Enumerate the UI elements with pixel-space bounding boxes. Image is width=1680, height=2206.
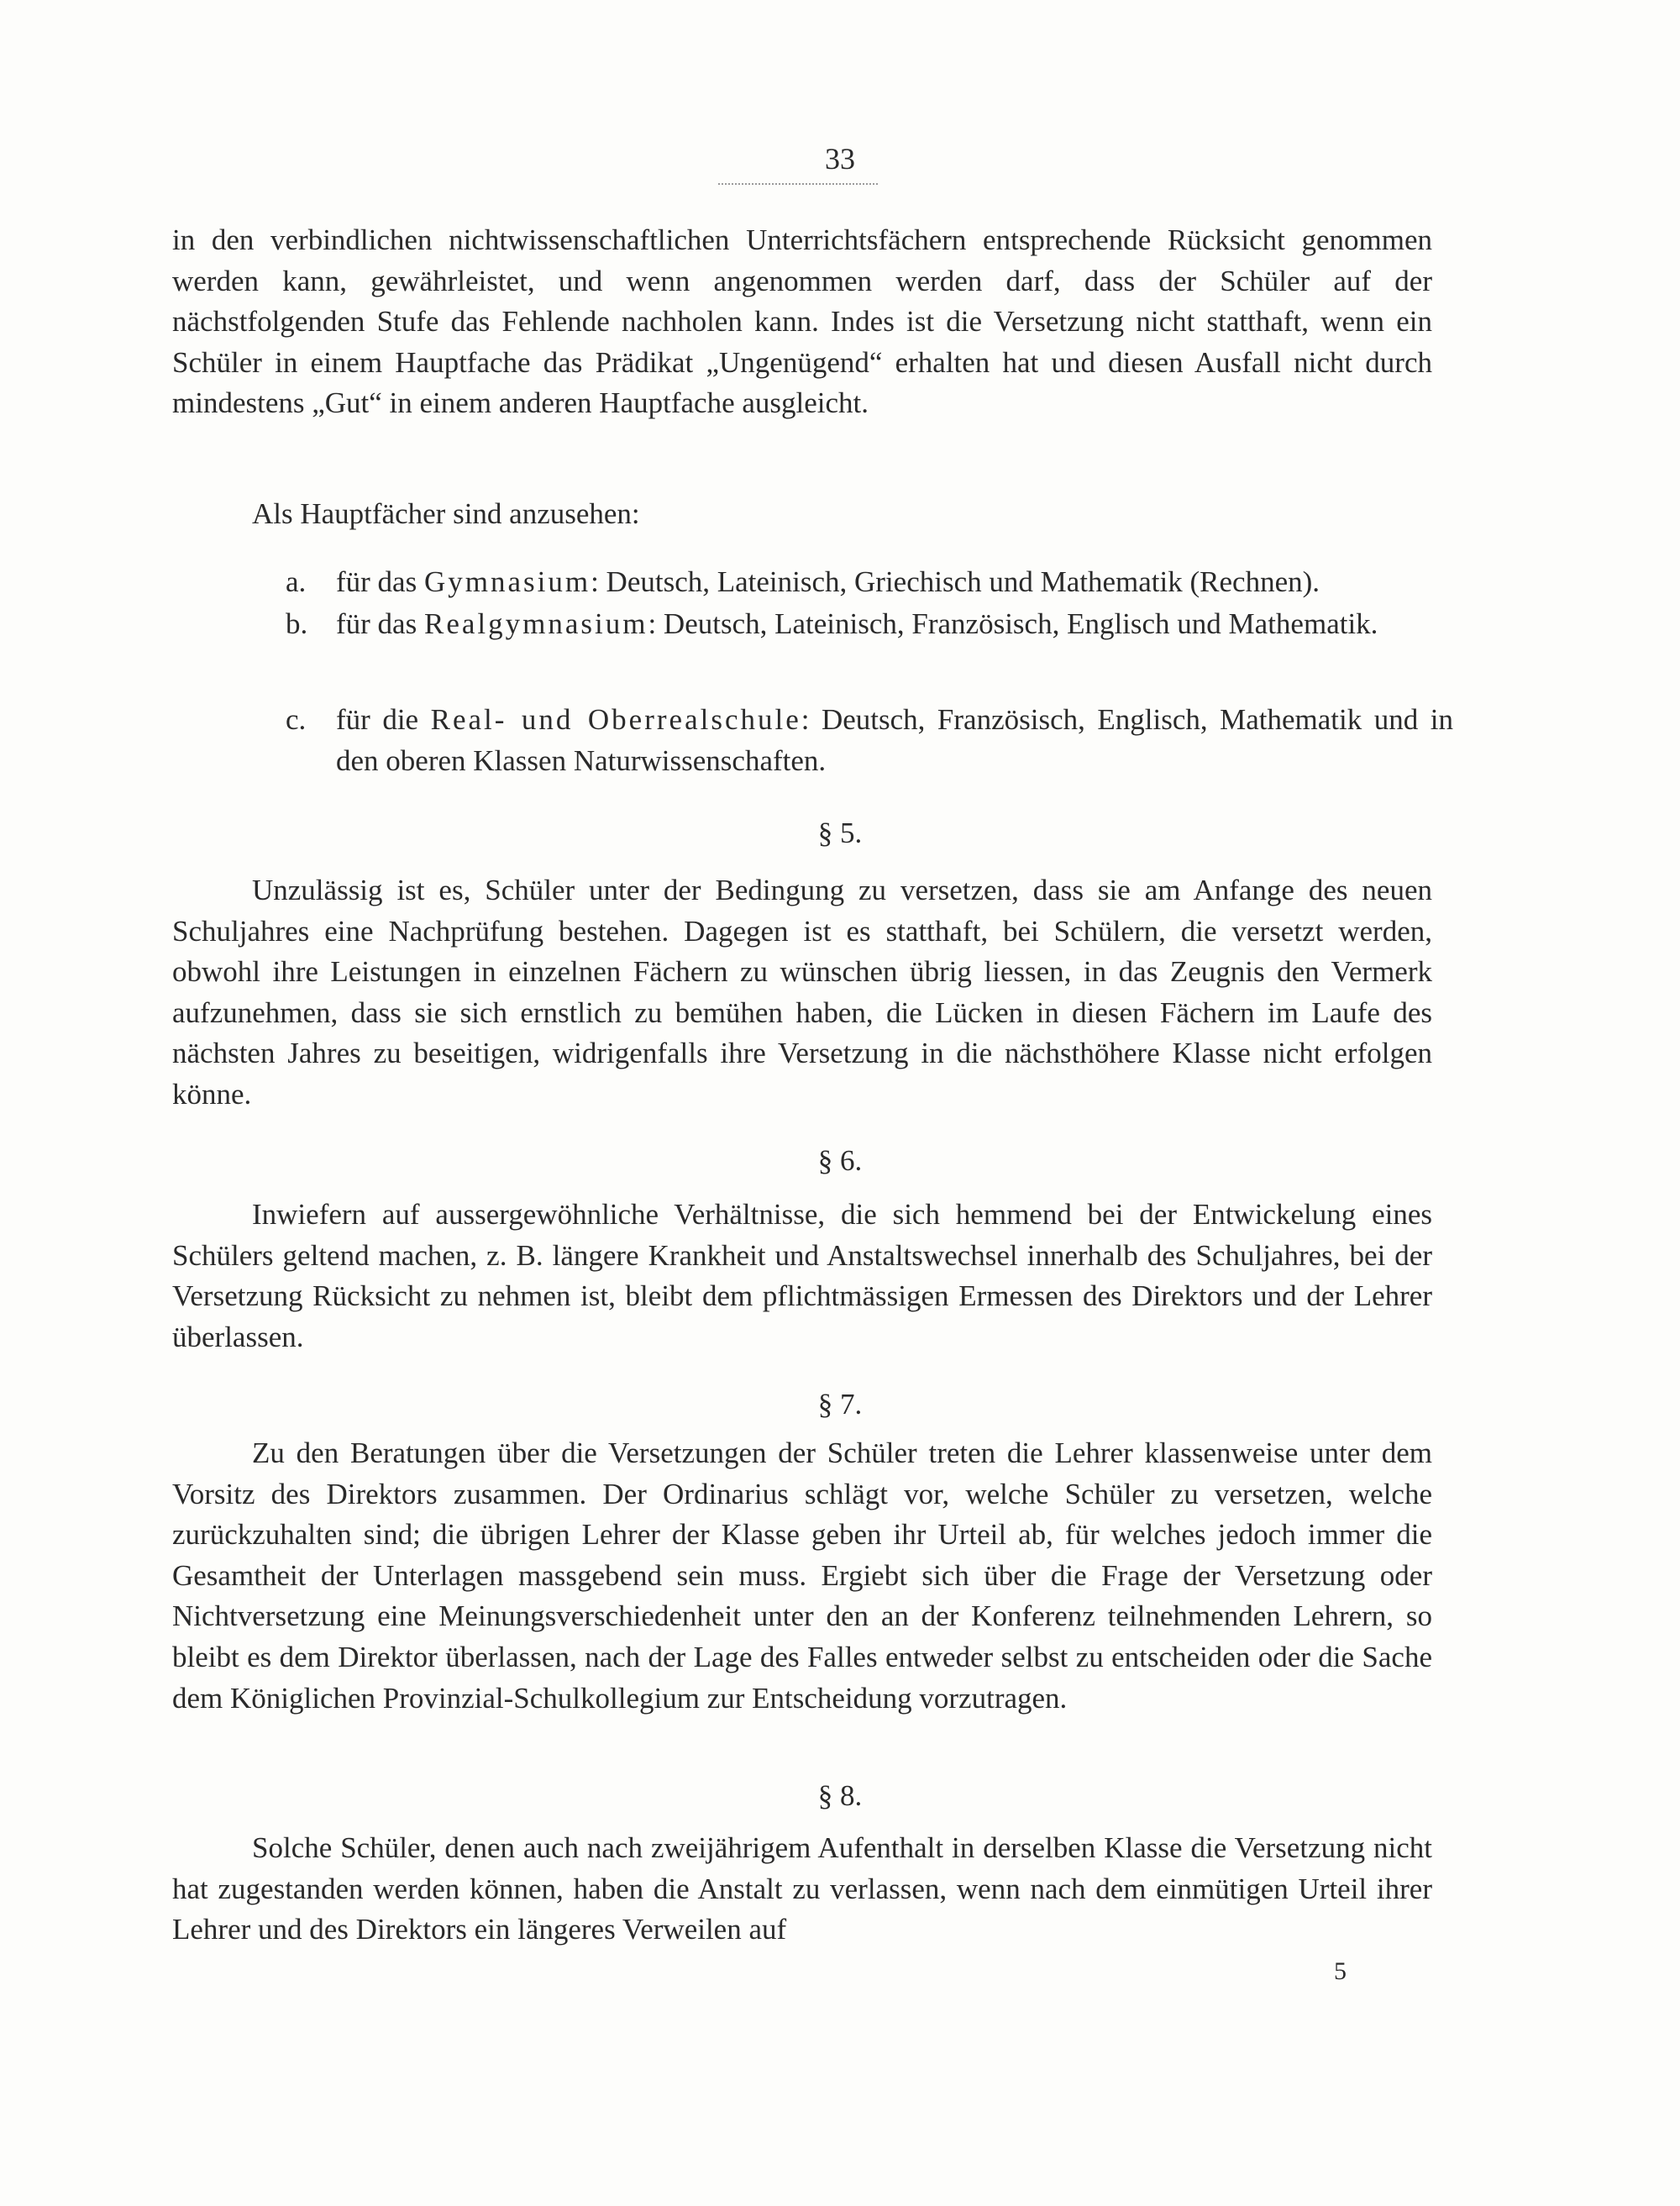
- section-heading-7: § 7.: [817, 1388, 863, 1421]
- list-subjects-c: : Deutsch, Französisch, Englisch, Mathematik und in den oberen Klassen Naturwissenschaften.: [336, 703, 1453, 777]
- section-7-paragraph: [172, 1433, 1432, 1719]
- section-5-paragraph: [172, 870, 1432, 1116]
- section-6-text: Inwiefern auf aussergewöhnliche Verhältnisse, die sich hemmend bei der Entwickelung eines Schülers geltend machen, z. B. längere Krankheit und Anstaltswechsel innerhalb des Schuljahres, bei der Versetzung Rücksicht zu nehmen ist, bleibt dem pflichtmässigen Ermessen des Direktors und der Lehrer überlassen.: [172, 1198, 1432, 1353]
- list-item-c: [286, 699, 1453, 781]
- list-label-a: a.: [286, 565, 307, 598]
- list-subjects-a: : Deutsch, Lateinisch, Griechisch und Mathematik (Rechnen).: [591, 565, 1320, 598]
- section-heading-5: § 5.: [817, 817, 863, 849]
- section-7-text: Zu den Beratungen über die Versetzungen der Schüler treten die Lehrer klassenweise unter dem Vorsitz des Direktors zusammen. Der Ordinarius schlägt vor, welche Schüler zu versetzen, welche zurückzuhalten sind; die übrigen Lehrer der Klasse geben ihr Urteil ab, für welches jedoch immer die Gesamtheit der Unterlagen massgebend sein muss. Ergiebt sich über die Frage der Versetzung oder Nichtversetzung eine Meinungsverschiedenheit unter den an der Konferenz teilnehmenden Lehrern, so bleibt es dem Direktor überlassen, nach der Lage des Falles entweder selbst zu entscheiden oder die Sache dem Königlichen Provinzial-Schulkollegium zur Entscheidung vorzutragen.: [172, 1437, 1432, 1715]
- hauptfaecher-intro-text: Als Hauptfächer sind anzusehen:: [252, 497, 640, 530]
- page-number: 33: [825, 142, 855, 176]
- page-number-rule: [718, 183, 878, 185]
- school-type-c: Real- und Oberrealschule: [430, 703, 801, 736]
- list-prefix-c: für die: [336, 703, 431, 736]
- signature-mark: 5: [1334, 1957, 1347, 1985]
- section-5-text: Unzulässig ist es, Schüler unter der Bedingung zu versetzen, dass sie am Anfange des neuen Schuljahres eine Nachprüfung bestehen. Dagegen ist es statthaft, bei Schülern, die versetzt werden, obwohl ihre Leistungen in einzelnen Fächern zu wünschen übrig liessen, in das Zeugnis den Vermerk aufzunehmen, dass sie sich ernstlich zu bemühen haben, die Lücken in diesen Fächern im Laufe des nächsten Jahres zu beseitigen, widrigenfalls ihre Versetzung in die nächsthöhere Klasse nicht erfolgen könne.: [172, 874, 1432, 1111]
- intro-paragraph: [172, 220, 1432, 424]
- list-item-b: [286, 603, 1453, 644]
- hauptfaecher-intro: [172, 494, 1432, 535]
- section-heading-6: § 6.: [817, 1144, 863, 1177]
- section-8-text: Solche Schüler, denen auch nach zweijährigem Aufenthalt in derselben Klasse die Versetzung nicht hat zugestanden werden können, haben die Anstalt zu verlassen, wenn nach dem einmütigen Urteil ihrer Lehrer und des Direktors ein längeres Verweilen auf: [172, 1831, 1432, 1946]
- section-6-paragraph: [172, 1195, 1432, 1358]
- section-heading-8: § 8.: [817, 1779, 863, 1812]
- school-type-a: Gymnasium: [423, 565, 591, 598]
- intro-paragraph-text: in den verbindlichen nichtwissenschaftlichen Unterrichtsfächern entsprechende Rücksicht genommen werden kann, gewährleistet, und wenn angenommen werden darf, dass der Schüler auf der nächstfolgenden Stufe das Fehlende nachholen kann. Indes ist die Versetzung nicht statthaft, wenn ein Schüler in einem Hauptfache das Prädikat „Ungenügend“ erhalten hat und diesen Ausfall nicht durch mindestens „Gut“ in einem anderen Hauptfache ausgleicht.: [172, 223, 1432, 420]
- list-prefix-b: für das: [336, 607, 424, 640]
- section-8-paragraph: [172, 1828, 1432, 1951]
- list-label-c: c.: [286, 703, 307, 736]
- list-item-a: [286, 561, 1453, 602]
- school-type-b: Realgymnasium: [423, 607, 648, 640]
- list-prefix-a: für das: [336, 565, 424, 598]
- list-subjects-b: : Deutsch, Lateinisch, Französisch, Englisch und Mathematik.: [648, 607, 1378, 640]
- list-label-b: b.: [286, 607, 308, 640]
